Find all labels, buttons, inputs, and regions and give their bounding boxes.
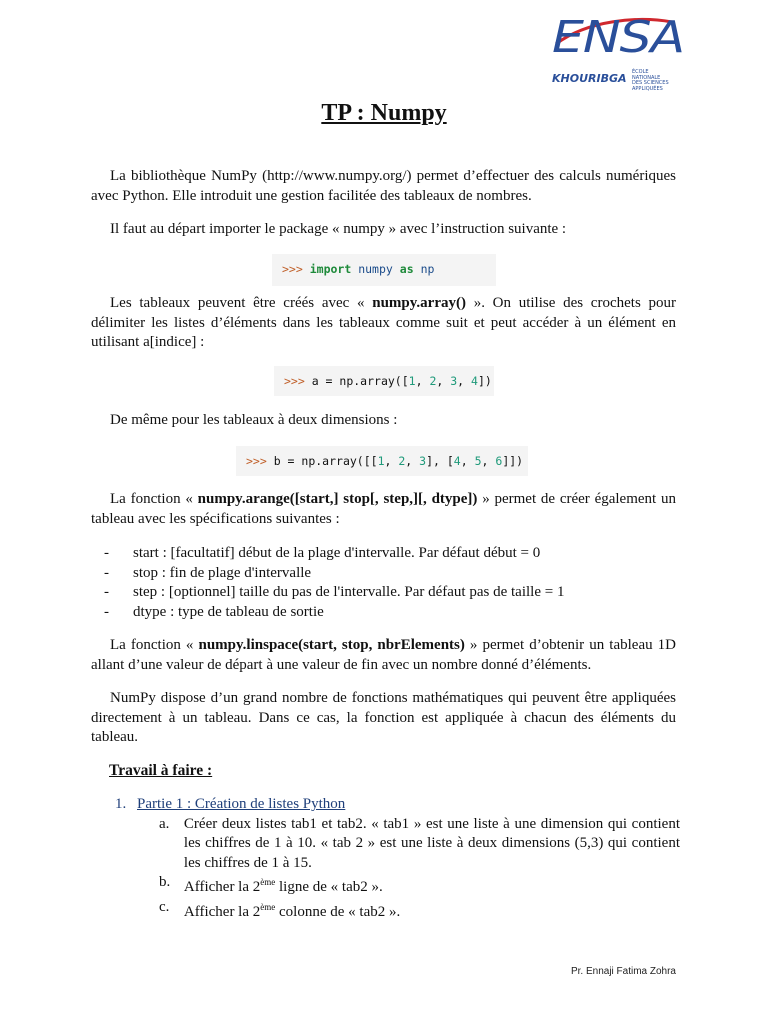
ensa-logo [548,10,684,92]
paragraph-arange: La fonction « numpy.arange([start,] stop[, step,][, dtype]) » permet de créer également un tableau avec les spécifications suivantes : [91,491,676,527]
list-item: - stop : fin de plage d'intervalle [104,564,312,581]
list-item: b. Afficher la 2ème ligne de « tab2 ». [159,874,383,895]
code-array-1d: >>> a = np.array([1, 2, 3, 4]) [274,366,494,396]
list-item: - dtype : type de tableau de sortie [104,603,324,620]
paragraph-array: Les tableaux peuvent être créés avec « numpy.array() ». On utilise des crochets pour délimiter les listes d’éléments dans les tableaux comme suit et peut accéder à un élément en utilisant a[indice] : [91,295,676,350]
footer-author: Pr. Ennaji Fatima Zohra [570,966,676,977]
list-item: c. Afficher la 2ème colonne de « tab2 ». [159,898,401,920]
list-item: a. Créer deux listes tab1 et tab2. « tab1 » est une liste à une dimension qui contient les chiffres de 1 à 10. « tab 2 » est une liste à deux dimensions (5,3) qui contient les chiffres de 1 à 15. [159,815,680,871]
code-array-2d: >>> b = np.array([[1, 2, 3], [4, 5, 6]]) [236,446,528,476]
logo-school-lines: ÉCOLE NATIONALE DES SCIENCES APPLIQUÉES [632,69,669,92]
arange-params-list [104,544,664,622]
code-import: >>> import numpy as np [272,254,496,286]
list-item: - step : [optionnel] taille du pas de l'intervalle. Par défaut pas de taille = 1 [104,584,565,600]
paragraph-intro: La bibliothèque NumPy (http://www.numpy.org/) permet d’effectuer des calculs numériques avec Python. Elle introduit une gestion facilitée des tableaux de nombres. [91,168,676,204]
part-heading: 1. Partie 1 : Création de listes Python [115,796,346,812]
paragraph-import: Il faut au départ importer le package « numpy » avec l’instruction suivante : [110,221,567,237]
paragraph-2d: De même pour les tableaux à deux dimensions : [110,412,398,428]
logo-city: KHOURIBGA [552,72,627,85]
paragraph-linspace: La fonction « numpy.linspace(start, stop, nbrElements) » permet d’obtenir un tableau 1D allant d’une valeur de départ à une valeur de fin avec un nombre donné d’éléments. [91,637,676,673]
paragraph-math: NumPy dispose d’un grand nombre de fonctions mathématiques qui peuvent être appliquées directement à un tableau. Dans ce cas, la fonction est appliquée à chacun des éléments du tableau. [91,690,676,745]
page-title: TP : Numpy [321,100,447,126]
work-list [115,795,680,922]
list-item: - start : [facultatif] début de la plage d'intervalle. Par défaut début = 0 [104,545,541,561]
logo-name: ENSA [552,12,684,63]
work-title: Travail à faire : [109,762,213,779]
